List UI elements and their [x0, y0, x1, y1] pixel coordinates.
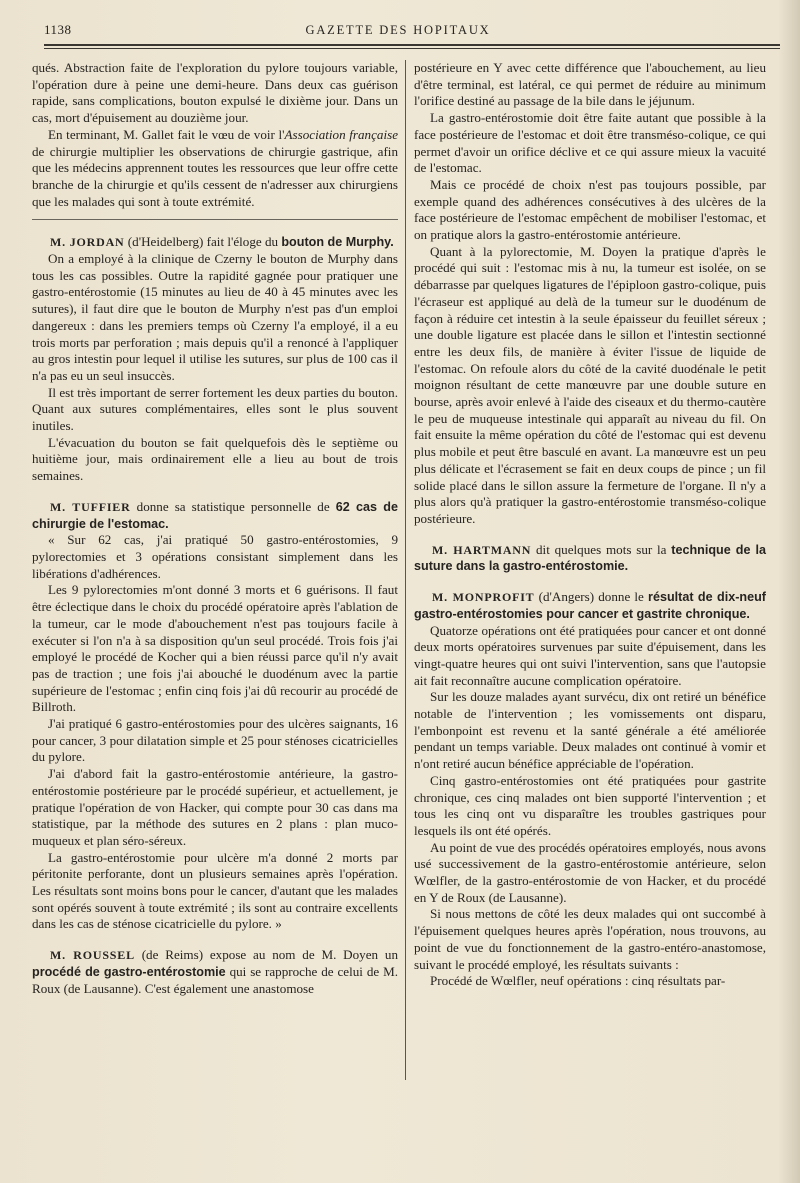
paragraph: J'ai d'abord fait la gastro-entérostomie antérieure, la gastro-entérostomie postérieure par le procédé supérieur, et actuellement, je pratique l'opération de von Hacker, qui compte pour 30 cas dans ma statistique, par la méthode des sutures en 2 plans : plan muco-muqueux et plan séro-séreux.: [32, 766, 398, 848]
speaker-heading-hartmann: M. HARTMANN dit quelques mots sur la technique de la suture dans la gastro-entérostomie.: [414, 541, 766, 574]
paragraph: J'ai pratiqué 6 gastro-entérostomies pour des ulcères saignants, 16 pour cancer, 3 pour dilatation simple et 25 pour sténoses cicatricielles du pylore.: [32, 716, 398, 765]
separator: [32, 219, 398, 220]
paragraph: Procédé de Wœlfler, neuf opérations : cinq résultats par-: [430, 973, 726, 989]
column-divider: [405, 60, 406, 1080]
page-header: [18, 18, 778, 42]
speaker-heading-roussel: M. ROUSSEL (de Reims) expose au nom de M. Doyen un procédé de gastro-entérostomie qui se rapproche de celui de M. Roux (de Lausanne). C'est également une anastomose: [32, 947, 398, 996]
bold-topic: résultat de dix-neuf gastro-entérostomies pour cancer et gastrite chronique.: [414, 590, 766, 621]
speaker-heading-tuffier: M. TUFFIER donne sa statistique personnelle de 62 cas de chirurgie de l'estomac.: [32, 498, 399, 531]
paragraph: Il est très important de serrer fortement les deux parties du bouton. Quant aux sutures complémentaires, elles sont le plus souvent inutiles.: [32, 384, 398, 434]
paragraph: Quant à la pylorectomie, M. Doyen la pratique d'après le procédé qui suit : l'estomac mis à nu, la tumeur est isolée, on se débarrasse par quelques ligatures de l'épiploon gastro-colique, puis l'écraseur est appliqué au delà de la tumeur sur le duodénum de façon à réduire cet intestin à la seule épaisseur du feuillet séreux ; une double ligature est placée dans le sillon et l'intestin sectionné entre les deux fils, de manière à éviter l'issue de liquide de l'estomac. On refoule alors du côté de la cavité duodénale le petit moignon résultant de cette manœuvre par une double suture en bourse, après avoir enlevé à l'aide des ciseaux et du thermo-cautère le peu de muqueuse intestinale qui apparaît au niveau du fil. On fait ensuite la même opération du côté de l'estomac qui est devenu plus mobile et peut être basculé en avant. La manœuvre est un peu plus délicate et l'écrasement se fait en deux coups de pince ; un fil solide placé dans le sillon assure la fermeture de l'organe. Il n'y a plus alors qu'à pratiquer la gastro-entérostomie transméso-colique postérieure.: [414, 243, 766, 526]
paragraph: La gastro-entérostomie pour ulcère m'a donné 2 morts par péritonite perforante, dont un plusieurs semaines après l'opération. Les résultats sont moins bons pour le cancer, d'autant que les malades sont opérés souvent à toute extrémité ; ils sont au contraire excellents dans les cas de sténose cicatricielle du pylore. »: [32, 849, 398, 932]
right-column: [414, 60, 766, 990]
bold-topic: 62 cas de chirurgie de l'estomac.: [32, 499, 399, 531]
page-edge-shadow: [778, 0, 800, 1183]
header-rule-thin: [44, 48, 780, 49]
paragraph: On a employé à la clinique de Czerny le bouton de Murphy dans tous les cas possibles. Outre la rapidité gagnée pour pratiquer une gastro-entérostomie (15 minutes au lieu de 40 à 45 minutes avec les sutures), il faut dire que le bouton de Murphy n'est pas d'un emploi dangereux : dans les premiers temps où Czerny l'a employé, il a eu trois morts par perforation ; mais depuis qu'il a renoncé à l'appliquer au gros intestin pour lequel il utilise les sutures, sur plus de 100 cas il n'a pas eu un seul insuccès.: [32, 251, 398, 383]
paragraph: Quatorze opérations ont été pratiquées pour cancer et ont donné deux morts opératoires survenues par suite d'épuisement, dans les vingt-quatre heures qui ont suivi l'intervention, sans que l'autopsie ait fait reconnaître aucune complication opératoire.: [414, 622, 766, 688]
speaker-name: M. JORDAN: [50, 235, 125, 250]
paragraph: qués. Abstraction faite de l'exploration du pylore toujours variable, l'opération dure à peine une demi-heure. Dans deux cas guérison rapide, sans complications, bouton expulsé le dixième jour. Dans un cas, mort d'épuisement au douzième jour.: [32, 60, 398, 126]
speaker-name: M. ROUSSEL: [50, 948, 135, 963]
paragraph: Si nous mettons de côté les deux malades qui ont succombé à l'épuisement quelques heures après l'opération, nous trouvons, au point de vue du fonctionnement de la gastro-entéro-anastomose, suivant le procédé employé, les résultats suivants :: [414, 906, 766, 972]
journal-title: GAZETTE DES HOPITAUX: [305, 23, 491, 37]
bold-topic: bouton de Murphy.: [281, 235, 394, 250]
speaker-heading-monprofit: M. MONPROFIT (d'Angers) donne le résultat de dix-neuf gastro-entérostomies pour cancer et gastrite chronique.: [414, 589, 766, 621]
bold-topic: procédé de gastro-entérostomie: [32, 964, 226, 979]
italic-text: Association française: [284, 126, 399, 142]
page-number: 1138: [44, 22, 72, 37]
paragraph: Cinq gastro-entérostomies ont été pratiquées pour gastrite chronique, ces cinq malades ont bien supporté l'intervention ; et tous les cinq ont vu disparaître les troubles gastriques pour lesquels ils ont été opérés.: [414, 772, 766, 838]
paragraph: Sur les douze malades ayant survécu, dix ont retiré un bénéfice notable de l'intervention ; les vomissements ont disparu, l'embonpoint est revenu et la santé générale a été améliorée pendant un temps variable. Deux malades ont continué à vomir et n'ont retiré aucun bénéfice appréciable de l'opération.: [414, 689, 766, 772]
paragraph: Mais ce procédé de choix n'est pas toujours possible, par exemple quand des adhérences consécutives à des ulcères de la face postérieure de l'estomac empêchent de mobiliser l'estomac, et on pratique alors la gastro-entérostomie antérieure.: [414, 176, 766, 243]
speaker-name: M. TUFFIER: [50, 499, 131, 514]
paragraph: La gastro-entérostomie doit être faite autant que possible à la face postérieure de l'estomac et doit être transméso-colique, ce qui permet d'avoir un orifice déclive et ce qui assure mieux la vacuité de l'estomac.: [414, 110, 766, 176]
speaker-heading-jordan: M. JORDAN (d'Heidelberg) fait l'éloge du bouton de Murphy.: [50, 234, 394, 250]
paragraph: En terminant, M. Gallet fait le vœu de voir l'Association française de chirurgie multiplier les observations de chirurgie gastrique, afin que les médecins apprennent toutes les ressources que leur offre cette branche de la chirurgie et qu'ils cessent de n'adresser aux chirurgiens que les malades qui sont à toute extrémité.: [32, 126, 399, 209]
header-rule: [44, 44, 780, 46]
paragraph: postérieure en Y avec cette différence que l'abouchement, au lieu d'être terminal, est latéral, ce qui permet de réduire au minimum l'orifice destiné au passage de la bile dans le jéjunum.: [414, 60, 766, 109]
paragraph: Au point de vue des procédés opératoires employés, nous avons usé successivement de la gastro-entérostomie antérieure, selon Wœlfler, de la gastro-entérostomie de von Hacker, et du procédé en Y de Roux (de Lausanne).: [414, 839, 766, 905]
left-column: [32, 60, 398, 997]
paragraph: L'évacuation du bouton se fait quelquefois dès le septième ou huitième jour, mais ordinairement elle a lieu au bout de trois semaines.: [32, 434, 398, 484]
speaker-name: M. HARTMANN: [432, 542, 532, 557]
speaker-name: M. MONPROFIT: [432, 590, 535, 605]
paragraph: Les 9 pylorectomies m'ont donné 3 morts et 6 guérisons. Il faut être éclectique dans le choix du procédé opératoire après l'ablation de la tumeur, car le mode d'abouchement n'est pas toujours facile à exécuter si l'on n'a à sa disposition qu'un seul procédé. Trois fois j'ai employé le procédé de Kocher qui a bien réussi parce qu'il n'y avait pas de traction ; une fois j'ai abouché le duodénum avec la partie supérieure de l'estomac ; enfin cinq fois j'ai dû recourir au procédé de Billroth.: [32, 582, 398, 715]
bold-topic: technique de la suture dans la gastro-entérostomie.: [414, 542, 766, 574]
paragraph: « Sur 62 cas, j'ai pratiqué 50 gastro-entérostomies, 9 pylorectomies et 3 opérations consistant simplement dans les libérations d'adhérences.: [32, 532, 398, 581]
